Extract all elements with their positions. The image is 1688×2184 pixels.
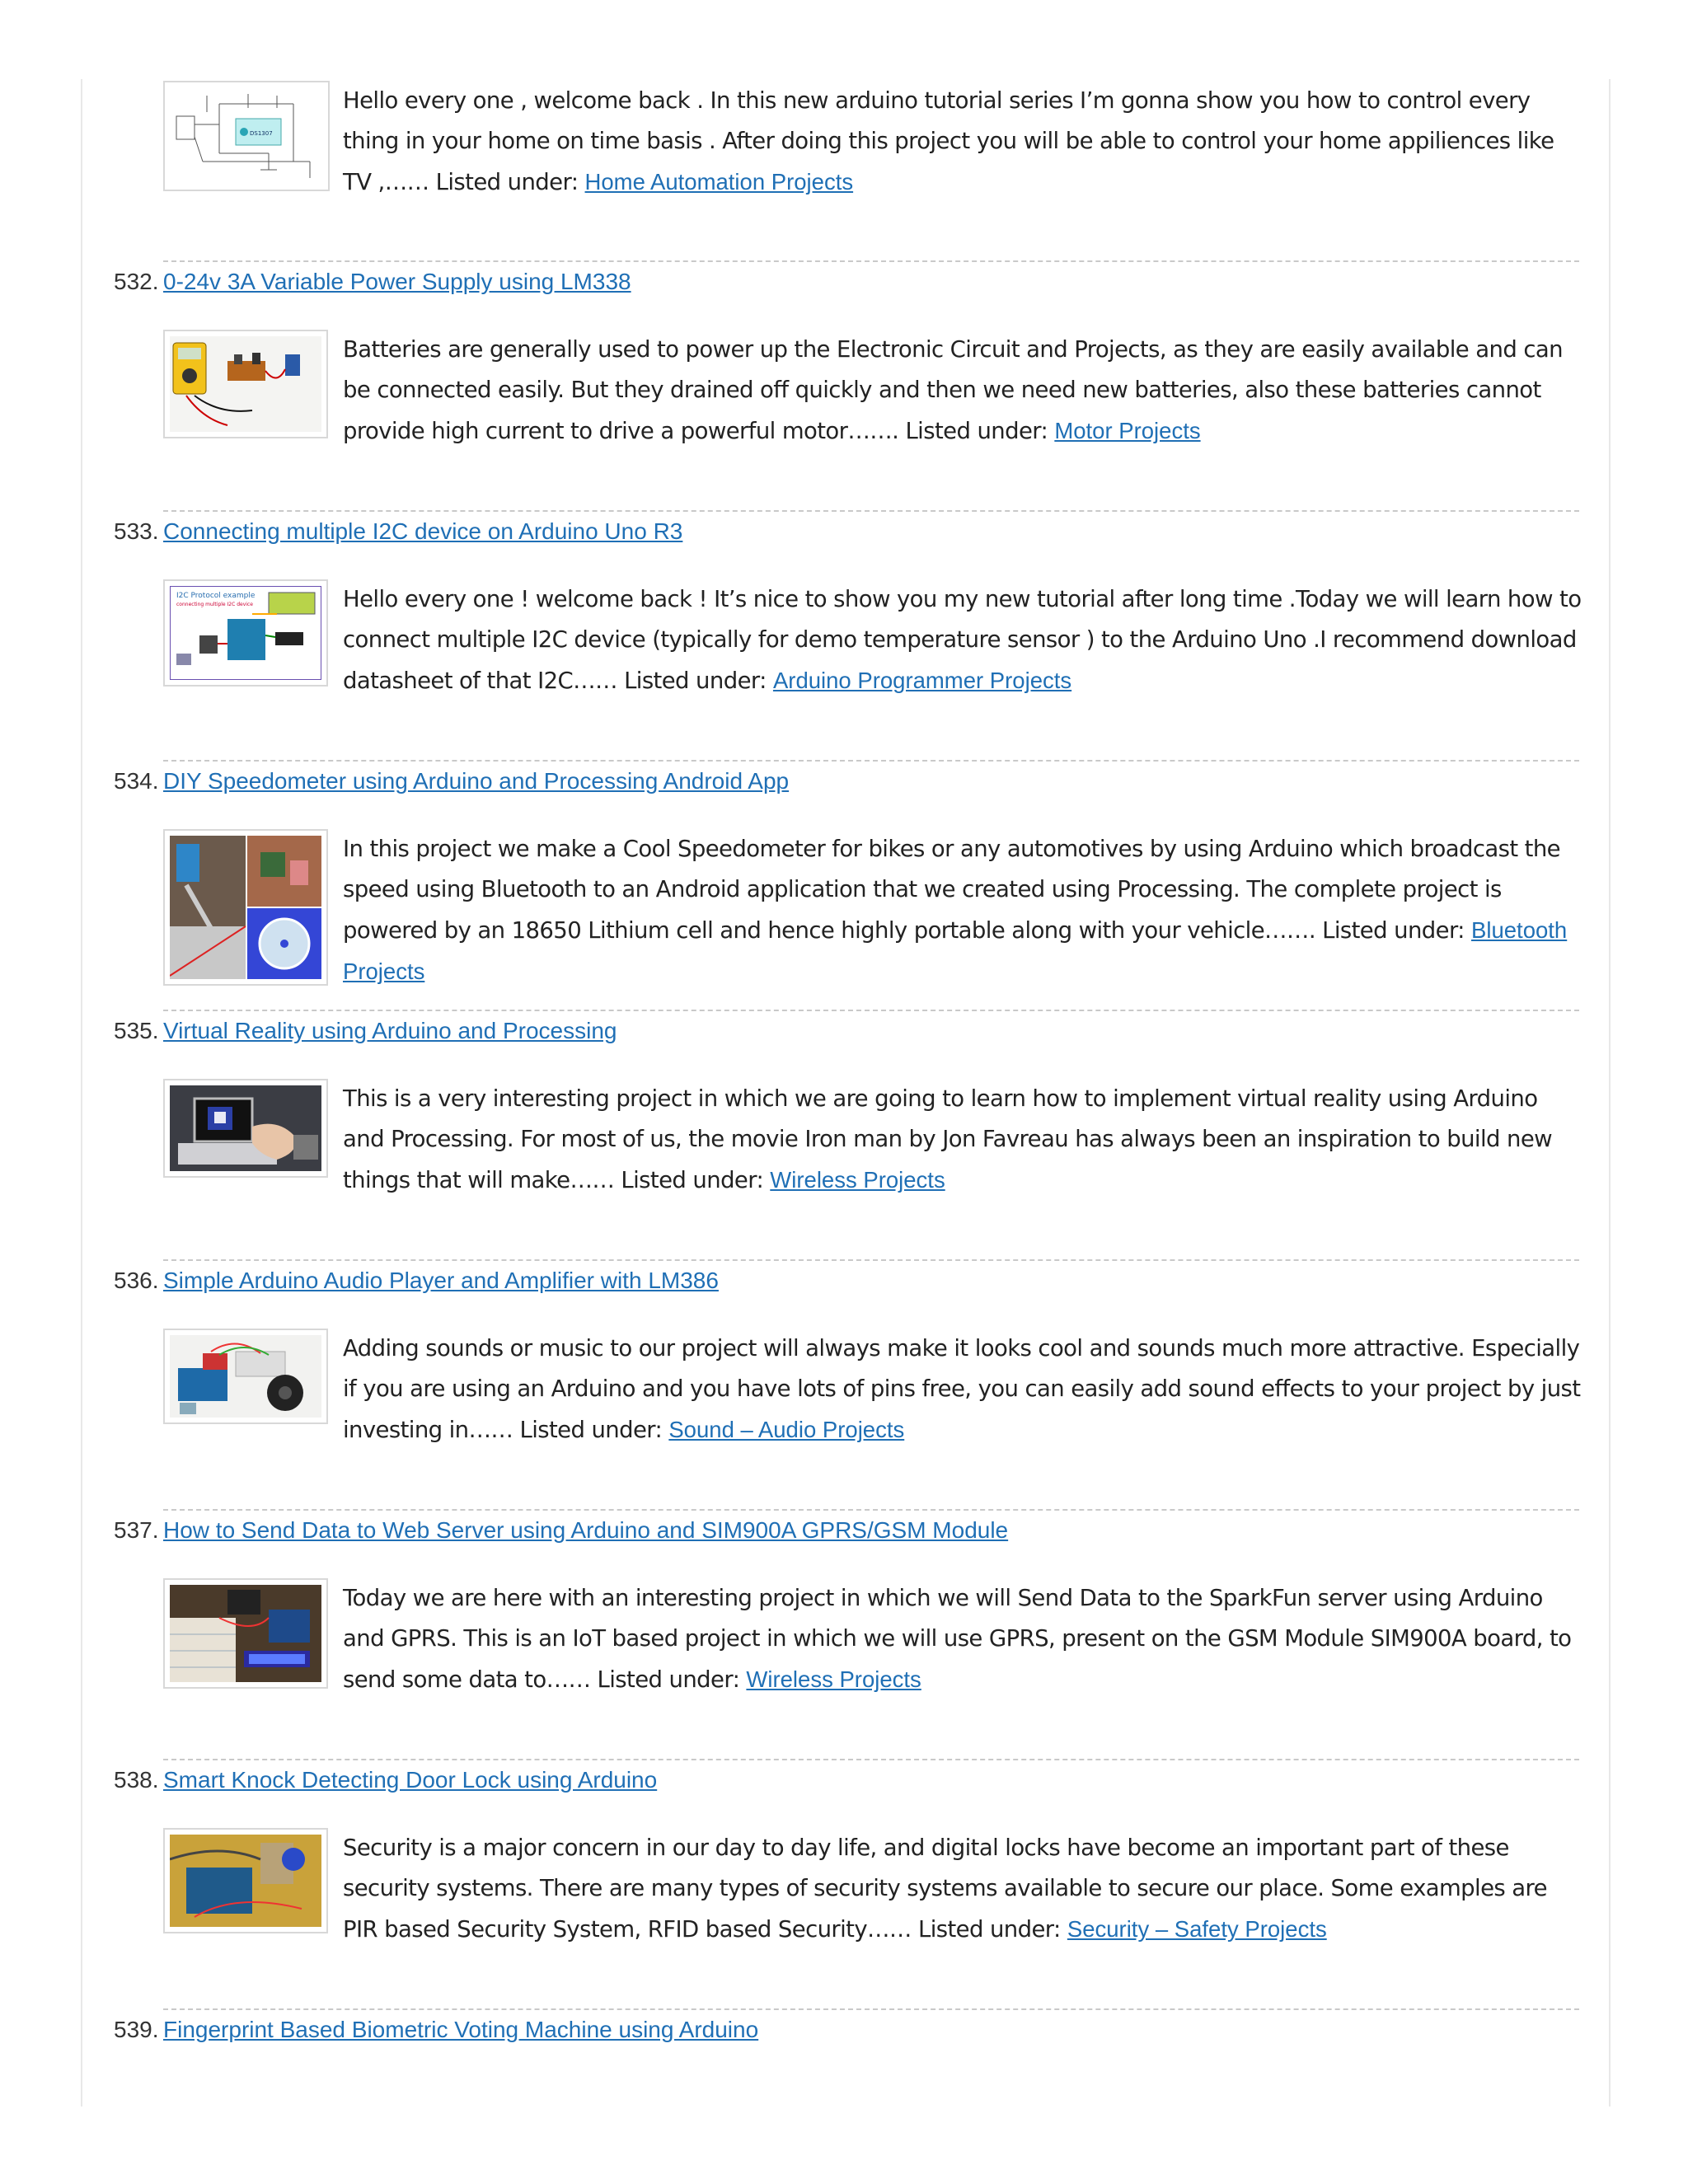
listed-under-label: Listed under:	[624, 668, 767, 694]
divider	[163, 510, 1579, 512]
item-number: 536.	[114, 1268, 159, 1293]
item-title-link[interactable]: DIY Speedometer using Arduino and Processing Android App	[163, 768, 790, 794]
divider	[163, 1509, 1579, 1511]
description-text: Batteries are generally used to power up the Electronic Circuit and Projects, as they are easily available and can be connected easily. But they drained off quickly and then we need new batteries, also these batteries cannot provide high current to drive a powerful motor…….	[343, 336, 1563, 444]
divider	[163, 760, 1579, 762]
description-text: Hello every one , welcome back . In this new arduino tutorial series I’m gonna show you how to control every thing in your home on time basis . After doing this project you will be able to control your home appiliences like TV ,……	[343, 87, 1554, 195]
description-text: Hello every one ! welcome back ! It’s nice to show you my new tutorial after long time .Today we will learn how to connect multiple I2C device (typically for demo temperature sensor ) to the Arduino Uno .I recommend download datasheet of that I2C……	[343, 586, 1582, 694]
item-number: 539.	[114, 2017, 159, 2042]
listed-under-label: Listed under:	[597, 1666, 740, 1693]
door-lock-image[interactable]	[163, 1828, 328, 1933]
listed-under-label: Listed under:	[621, 1167, 764, 1193]
power-supply-image[interactable]	[163, 330, 328, 438]
item-title-link[interactable]: Virtual Reality using Arduino and Processing	[163, 1018, 617, 1043]
category-link[interactable]: Motor Projects	[1054, 418, 1201, 443]
schematic-chip-label: DS1307	[250, 130, 273, 137]
divider	[163, 1759, 1579, 1760]
item-description	[343, 829, 1582, 992]
divider	[163, 1259, 1579, 1261]
item-description	[343, 330, 1582, 452]
virtual-reality-image[interactable]	[163, 1079, 328, 1178]
item-number: 532.	[114, 269, 159, 294]
item-description	[343, 1329, 1582, 1451]
listed-under-label: Listed under:	[917, 1916, 1061, 1943]
item-description	[343, 1079, 1582, 1201]
audio-player-image[interactable]	[163, 1329, 328, 1424]
item-title-link[interactable]: Connecting multiple I2C device on Arduino Uno R3	[163, 518, 683, 544]
circuit-schematic-image[interactable]	[163, 81, 330, 191]
listed-under-label: Listed under:	[905, 418, 1048, 444]
category-link[interactable]: Bluetooth Projects	[343, 917, 1568, 984]
item-number: 534.	[114, 768, 159, 794]
i2c-thumb-title: I2C Protocol example	[176, 592, 256, 600]
item-description	[343, 1828, 1582, 1950]
category-link[interactable]: Arduino Programmer Projects	[772, 668, 1072, 693]
item-number: 533.	[114, 518, 159, 544]
item-title-link[interactable]: Smart Knock Detecting Door Lock using Arduino	[163, 1767, 658, 1793]
item-title-link[interactable]: How to Send Data to Web Server using Arduino and SIM900A GPRS/GSM Module	[163, 1517, 1009, 1543]
divider	[163, 2008, 1579, 2010]
item-number: 535.	[114, 1018, 159, 1043]
item-number: 537.	[114, 1517, 159, 1543]
item-title-link[interactable]: Fingerprint Based Biometric Voting Machine using Arduino	[163, 2017, 759, 2042]
listed-under-label: Listed under:	[1322, 917, 1465, 944]
category-link[interactable]: Home Automation Projects	[584, 169, 854, 194]
category-link[interactable]: Wireless Projects	[770, 1167, 945, 1193]
description-text: In this project we make a Cool Speedometer for bikes or any automotives by using Arduino which broadcast the speed using Bluetooth to an Android application that we created using Processing. The complete project is powered by an 18650 Lithium cell and hence highly portable along with your vehicle…….	[343, 836, 1560, 944]
description-text: Adding sounds or music to our project will always make it looks cool and sounds much more attractive. Especially if you are using an Arduino and you have lots of pins free, you can easily add sound effects to your project by just investing in……	[343, 1335, 1581, 1443]
speedometer-collage-image[interactable]	[163, 829, 328, 986]
category-link[interactable]: Security – Safety Projects	[1067, 1916, 1327, 1942]
i2c-diagram-image[interactable]	[163, 579, 328, 687]
gsm-module-image[interactable]	[163, 1578, 328, 1689]
description-text: Today we are here with an interesting project in which we will Send Data to the SparkFun server using Arduino and GPRS. This is an IoT based project in which we will use GPRS, present on the GSM Module SIM900A board, to send some data to……	[343, 1585, 1572, 1693]
divider	[163, 260, 1579, 262]
category-link[interactable]: Sound – Audio Projects	[668, 1417, 905, 1442]
item-description	[343, 1578, 1582, 1700]
listed-under-label: Listed under:	[519, 1417, 663, 1443]
category-link[interactable]: Wireless Projects	[746, 1666, 921, 1692]
description-text: This is a very interesting project in which we are going to learn how to implement virtual reality using Arduino and Processing. For most of us, the movie Iron man by Jon Favreau has always been an inspiration to build new things that will make……	[343, 1085, 1553, 1193]
description-text: Security is a major concern in our day to day life, and digital locks have become an important part of these security systems. There are many types of security systems available to secure our place. Some examples are PIR based Security System, RFID based Security……	[343, 1835, 1547, 1943]
item-description	[343, 579, 1582, 701]
item-title-link[interactable]: Simple Arduino Audio Player and Amplifier with LM386	[163, 1268, 719, 1293]
divider	[163, 1010, 1579, 1011]
item-number: 538.	[114, 1767, 159, 1793]
item-title-link[interactable]: 0-24v 3A Variable Power Supply using LM338	[163, 269, 631, 294]
i2c-thumb-subtitle: connecting multiple I2C device	[176, 602, 253, 607]
listed-under-label: Listed under:	[435, 169, 579, 195]
item-description	[343, 81, 1582, 203]
